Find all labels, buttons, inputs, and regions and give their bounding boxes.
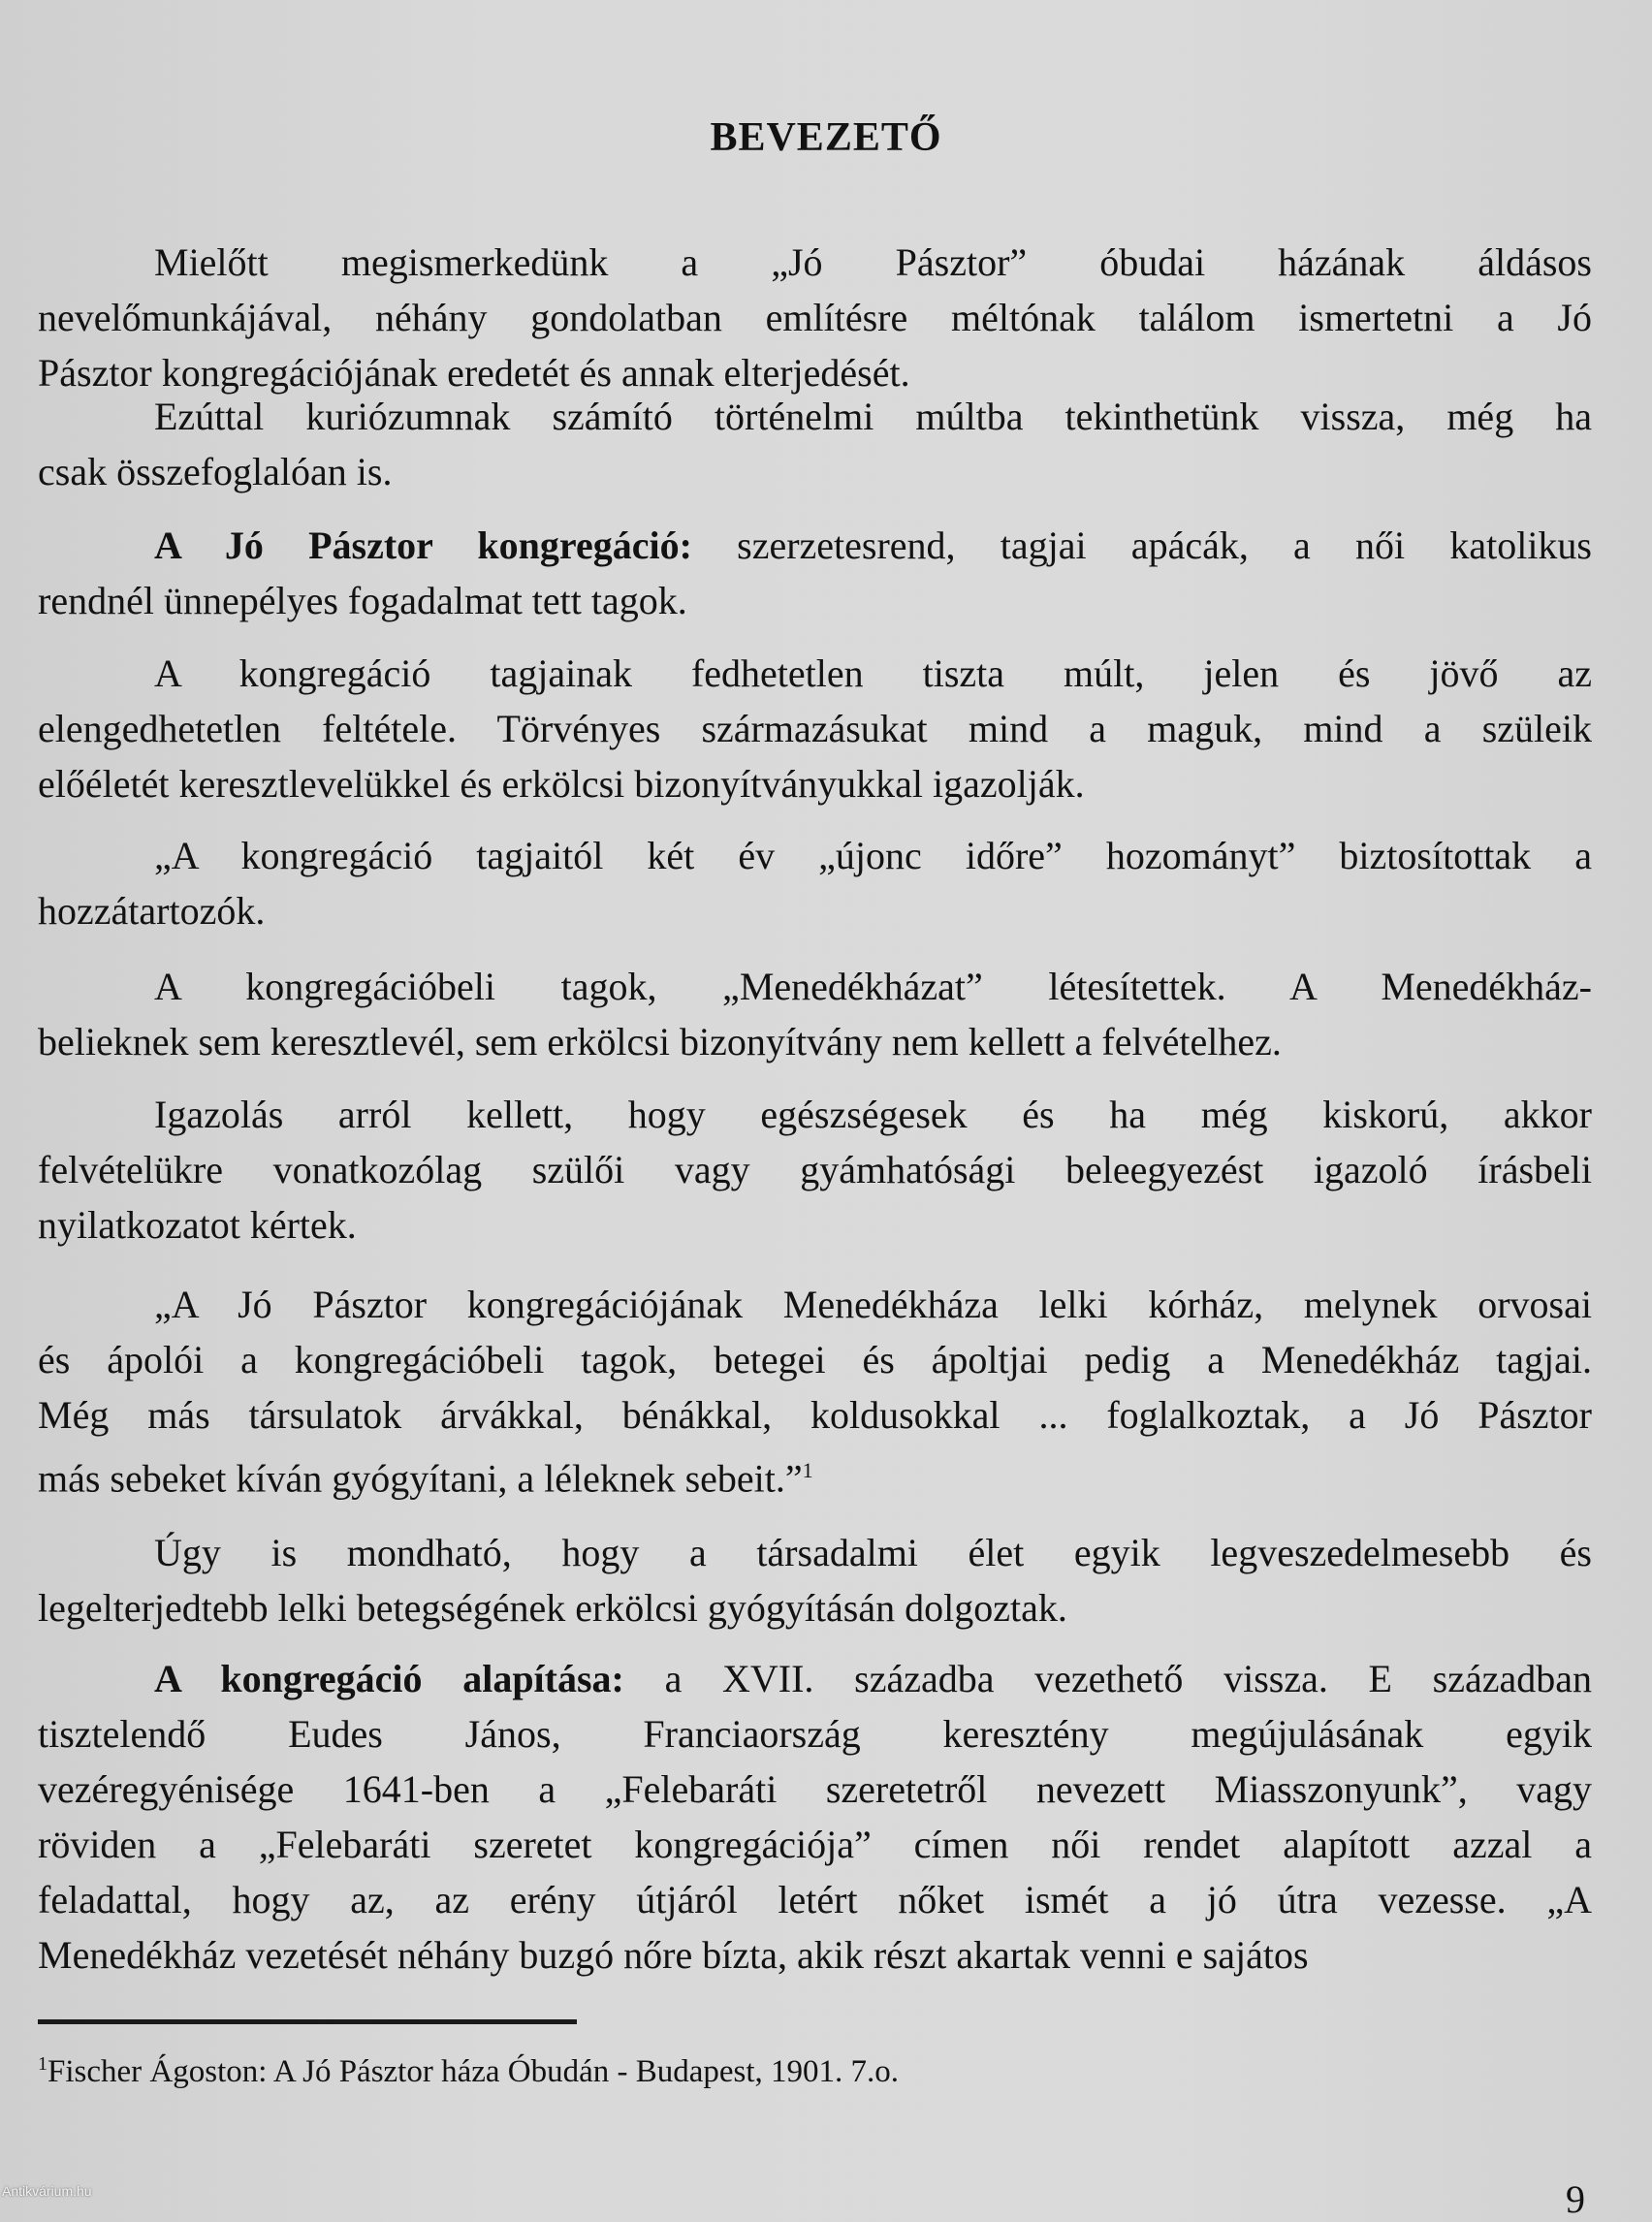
paragraph — [38, 959, 1592, 1069]
bold-lead: A Jó Pásztor kongregáció: — [154, 524, 692, 567]
line-text: előéletét keresztlevelükkel és erkölcsi bizonyítványukkal igazolják. — [38, 762, 1085, 806]
line-text: belieknek sem keresztlevél, sem erkölcsi bizonyítvány nem kellett a felvételhez. — [38, 1020, 1282, 1063]
line-text: Ezúttal kuriózumnak számító történelmi múltba tekinthetünk vissza, még ha — [154, 395, 1592, 438]
text-line — [38, 1277, 1592, 1332]
text-line — [38, 1197, 1592, 1253]
text-line — [38, 1872, 1592, 1927]
line-text: „A kongregáció tagjaitól két év „újonc időre” hozományt” biztosítottak a — [154, 834, 1592, 877]
line-text: Pásztor kongregációjának eredetét és annak elterjedését. — [38, 351, 910, 395]
line-text: legelterjedtebb lelki betegségének erkölcsi gyógyításán dolgoztak. — [38, 1586, 1067, 1630]
text-line — [38, 1087, 1592, 1142]
paragraph — [38, 235, 1592, 400]
line-text: Úgy is mondható, hogy a társadalmi élet egyik legveszedelmesebb és — [154, 1531, 1592, 1574]
line-text: Menedékház vezetését néhány buzgó nőre bízta, akik részt akartak venni e sajátos — [38, 1933, 1309, 1977]
text-line — [38, 573, 1592, 628]
line-text: csak összefoglalóan is. — [38, 450, 393, 493]
footnote-divider — [38, 2019, 577, 2024]
paragraph — [38, 518, 1592, 628]
paragraph — [38, 1277, 1592, 1506]
paragraph — [38, 389, 1592, 499]
footnote-mark: 1 — [38, 2053, 48, 2075]
line-text: Mielőtt megismerkedünk a „Jó Pásztor” óbudai házának áldásos — [154, 240, 1592, 284]
line-text: Még más társulatok árvákkal, bénákkal, koldusokkal ... foglalkoztak, a Jó Pásztor — [38, 1393, 1592, 1437]
text-line — [38, 1706, 1592, 1762]
text-line — [38, 701, 1592, 756]
text-line — [38, 1580, 1592, 1635]
line-text: nyilatkozatot kértek. — [38, 1203, 357, 1247]
text-line — [38, 1014, 1592, 1069]
line-text: hozzátartozók. — [38, 889, 266, 933]
text-line — [38, 444, 1592, 499]
text-line — [38, 1142, 1592, 1197]
text-line — [38, 883, 1592, 938]
line-text: A kongregációbeli tagok, „Menedékházat” létesítettek. A Menedékház- — [154, 965, 1592, 1008]
line-text: Igazolás arról kellett, hogy egészségesek és ha még kiskorú, akkor — [154, 1093, 1592, 1136]
line-text: rendnél ünnepélyes fogadalmat tett tagok. — [38, 579, 687, 622]
text-line — [38, 518, 1592, 573]
text-line — [38, 235, 1592, 290]
text-line — [38, 756, 1592, 811]
footnote — [38, 2053, 899, 2090]
watermark: Antikvárium.hu — [2, 2183, 92, 2199]
line-text: nevelőmunkájával, néhány gondolatban említésre méltónak találom ismertetni a Jó — [38, 296, 1592, 339]
text-line — [38, 646, 1592, 701]
line-text: a XVII. századba vezethető vissza. E században — [623, 1657, 1592, 1700]
line-text: „A Jó Pásztor kongregációjának Menedékháza lelki kórház, melynek orvosai — [154, 1283, 1592, 1326]
text-line — [38, 1332, 1592, 1387]
text-line — [38, 1817, 1592, 1872]
text-line — [38, 959, 1592, 1014]
paragraph — [38, 828, 1592, 938]
chapter-title: BEVEZETŐ — [710, 115, 942, 160]
page-number: 9 — [1566, 2177, 1585, 2221]
text-line — [38, 290, 1592, 345]
paragraph — [38, 646, 1592, 811]
text-line — [38, 1651, 1592, 1706]
text-line — [38, 828, 1592, 883]
text-line — [38, 1927, 1592, 1983]
bold-lead: A kongregáció alapítása: — [154, 1657, 624, 1700]
line-text: más sebeket kíván gyógyítani, a léleknek sebeit.” — [38, 1456, 803, 1501]
line-text: tisztelendő Eudes János, Franciaország keresztény megújulásának egyik — [38, 1712, 1592, 1756]
paragraph — [38, 1525, 1592, 1635]
footnote-reference: 1 — [802, 1458, 813, 1482]
text-line — [38, 1762, 1592, 1817]
line-text: és ápolói a kongregációbeli tagok, betegei és ápoltjai pedig a Menedékház tagjai. — [38, 1338, 1592, 1381]
line-text: röviden a „Felebaráti szeretet kongregációja” címen női rendet alapított azzal a — [38, 1823, 1592, 1866]
paragraph — [38, 1087, 1592, 1253]
text-line — [38, 1525, 1592, 1580]
line-text: feladattal, hogy az, az erény útjáról letért nőket ismét a jó útra vezesse. „A — [38, 1878, 1592, 1921]
text-line — [38, 1443, 1592, 1506]
line-text: A kongregáció tagjainak fedhetetlen tiszta múlt, jelen és jövő az — [154, 651, 1592, 695]
text-line — [38, 389, 1592, 444]
line-text: szerzetesrend, tagjai apácák, a női katolikus — [691, 524, 1592, 567]
footnote-text: Fischer Ágoston: A Jó Pásztor háza Óbudán - Budapest, 1901. 7.o. — [48, 2054, 900, 2089]
line-text: vezéregyénisége 1641-ben a „Felebaráti szeretetről nevezett Miasszonyunk”, vagy — [38, 1767, 1592, 1811]
paragraph — [38, 1651, 1592, 1983]
line-text: felvételükre vonatkozólag szülői vagy gyámhatósági beleegyezést igazoló írásbeli — [38, 1148, 1592, 1191]
text-line — [38, 1387, 1592, 1443]
line-text: elengedhetetlen feltétele. Törvényes származásukat mind a maguk, mind a szüleik — [38, 707, 1592, 750]
